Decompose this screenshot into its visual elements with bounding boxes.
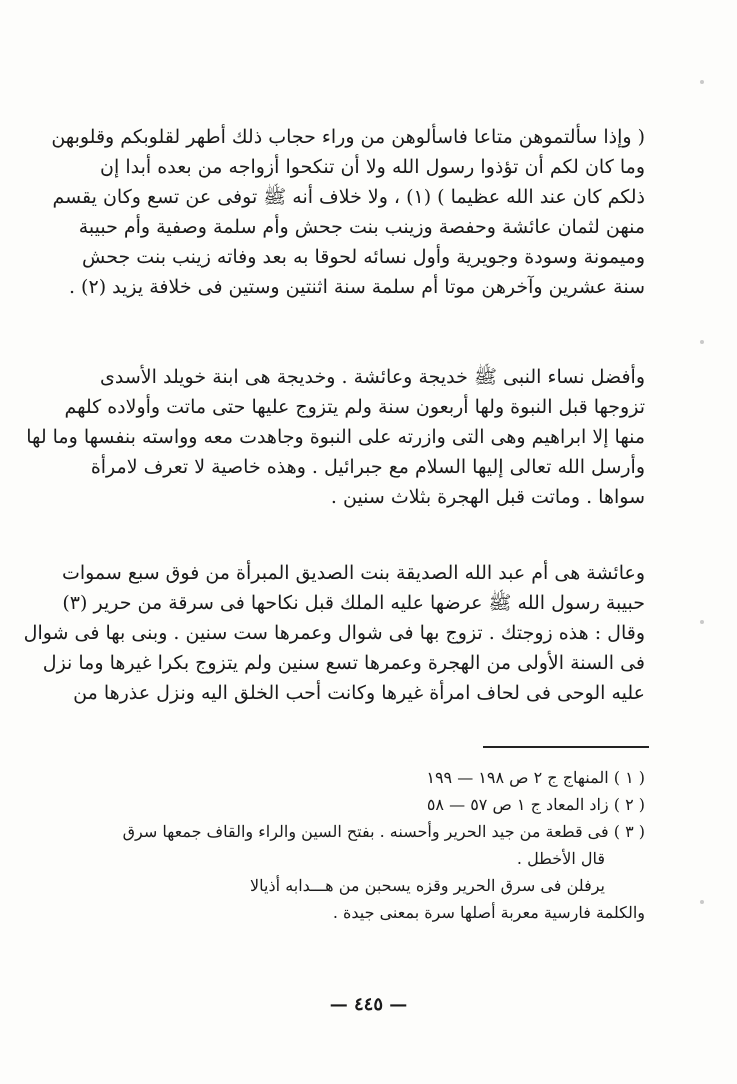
footnote-2: ( ٢ ) زاد المعاد ج ١ ص ٥٧ — ٥٨ [426,795,645,814]
footnote-3-continuation: قال الأخطل . [516,849,605,868]
paragraph-line: وقال : هذه زوجتك . تزوج بها فى شوال وعمرها ست سنين . وبنى بها فى شوال [23,622,645,644]
footnote-divider [483,746,649,748]
paragraph-2 [26,362,645,512]
paragraph-line: حبيبة رسول الله ﷺ عرضها عليه الملك قبل نكاحها فى سرقة من حرير (٣) [62,592,645,614]
paragraph-line: عليه الوحى فى لحاف امرأة غيرها وكانت أحب الخلق اليه ونزل عذرها من [73,682,645,704]
paragraph-1 [51,122,645,302]
paragraph-line: سواها . وماتت قبل الهجرة بثلاث سنين . [330,486,645,508]
scan-dot [700,340,704,344]
paragraph-line: وأرسل الله تعالى إليها السلام مع جبرائيل . وهذه خاصية لا تعرف لامرأة [90,456,645,478]
footnote-3: ( ٣ ) فى قطعة من جيد الحرير وأحسنه . بفتح السين والراء والقاف جمعها سرق [122,822,645,841]
paragraph-line: ( وإذا سألتموهن متاعا فاسألوهن من وراء حجاب ذلك أطهر لقلوبكم وقلوبهن [51,126,645,148]
footnote-3-verse: يرفلن فى سرق الحرير وقزه يسحبن من هـــدابه أذيالا [250,876,605,895]
paragraph-line: سنة عشرين وآخرهن موتا أم سلمة سنة اثنتين وستين فى خلافة يزيد (٢) . [68,276,645,298]
paragraph-line: تزوجها قبل النبوة ولها أربعون سنة ولم يتزوج عليها حتى ماتت وأولاده كلهم [64,396,645,418]
footnote-1: ( ١ ) المنهاج ج ٢ ص ١٩٨ — ١٩٩ [426,768,645,787]
scan-dot [700,80,704,84]
paragraph-line: منها إلا ابراهيم وهى التى وازرته على النبوة وجاهدت معه وواسته بنفسها وما لها [26,426,645,448]
paragraph-line: ذلكم كان عند الله عظيما ) (١) ، ولا خلاف أنه ﷺ توفى عن تسع وكان يقسم [52,186,645,208]
paragraph-line: منهن لثمان عائشة وحفصة وزينب بنت جحش وأم سلمة وصفية وأم حبيبة [78,216,645,238]
paragraph-3 [23,558,645,708]
page-number: — ٤٤٥ — [329,994,408,1015]
paragraph-line: وعائشة هى أم عبد الله الصديقة بنت الصديق المبرأة من فوق سبع سموات [61,562,645,584]
paragraph-line: فى السنة الأولى من الهجرة وعمرها تسع سنين ولم يتزوج بكرا غيرها وما نزل [42,652,645,674]
footnote-3-note: والكلمة فارسية معربة أصلها سرة بمعنى جيدة . [332,903,645,922]
paragraph-line: وأفضل نساء النبى ﷺ خديجة وعائشة . وخديجة هى ابنة خويلد الأسدى [100,366,645,388]
paragraph-line: وما كان لكم أن تؤذوا رسول الله ولا أن تنكحوا أزواجه من بعده أبدا إن [100,156,645,178]
scan-dot [700,620,704,624]
scan-dot [700,900,704,904]
footnotes [100,764,645,926]
paragraph-line: وميمونة وسودة وجويرية وأول نسائه لحوقا به بعد وفاته زينب بنت جحش [82,246,645,268]
